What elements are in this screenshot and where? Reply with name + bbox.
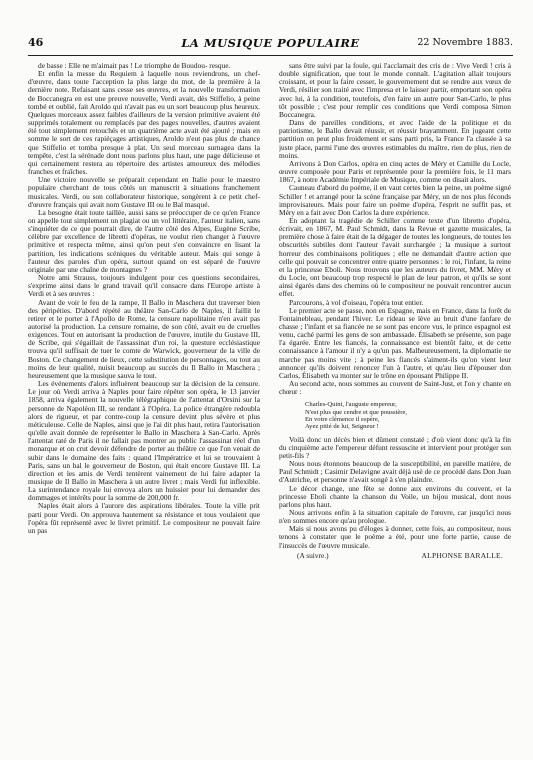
- paragraph: Nous arrivons enfin à la situation capitale de l'œuvre, car jusqu'ici nous n'en sommes encore qu'au prologue.: [279, 508, 511, 526]
- page-number: 46: [28, 36, 44, 49]
- paragraph: sans être suivi par la foule, qui l'acclamait des cris de : Vive Verdi ! cris à double signification, que tout le monde connaît. L'agitation allait toujours croissant, et pour la faire cesser, le gouvernement dut se rendre aux vœux de Verdi, résilier son traité avec l'impresa et le laisser partir, emportant son opéra avec lui, à la condition, toutefois, d'en faire un autre pour San-Carlo, le plus tôt possible ; c'est pour remplir ces conditions que Verdi composa Simon Boccanegra.: [279, 62, 511, 119]
- paragraph: Parcourons, à vol d'oiseau, l'opéra tout entier.: [289, 297, 424, 307]
- paragraph: Dans de pareilles conditions, et avec l'aide de la politique et du patriotisme, le Ballo devait réussir, et réussir brayamment. En jugeant cette partition on peut plus froidement et sans parti pris, la France l'a classée à sa juste place, parmi l'une des œuvres estimables du maître, rien de plus, rien de moins.: [279, 118, 511, 160]
- paragraph: Notre ami Strauss, toujours indulgent pour ces questions secondaires, s'exprime ainsi dans le grand travail qu'il consacre dans l'Europe artiste à Verdi et à ses œuvres :: [28, 273, 260, 299]
- verse-line: N'est plus que cendre et que poussière,: [305, 408, 408, 416]
- paragraph: Nous nous étonnons beaucoup de la susceptibilité, en pareille matière, de Paul Schmidt ; Casimir Delavigne avait déjà usé de ce procédé dans Don Juan d'Autriche, et personne n'avait songé à s'en plaindre.: [279, 459, 511, 485]
- paragraph: En adoptant la tragédie de Schiller comme texte d'un libretto d'opéra, écrivait, en 1867, M. Paul Schmidt, dans la Revue et gazette musicales, la première chose à faire était de la dégager de toutes les longueurs, de toutes les obscurités subtiles dont l'auteur l'avait surchargée ; la musique a surtout horreur des combinaisons politiques ; elle ne demandait d'autre action que celle qui pouvait se concentrer entre quatre personnes : le roi, l'infant, la reine et la princesse Eboli. Nous trouvons que les auteurs du livret, MM. Méry et du Locle, ont beaucoup trop respecté le plan de leur patron, et qu'ils se sont ainsi égarés dans des chemins où le compositeur ne pouvait rencontrer aucun effet.: [279, 215, 511, 299]
- paragraph: La besogne était toute taillée, aussi sans se préoccuper de ce qu'en France on appelle tout simplement un plagiat ou un vol littéraire, l'auteur italien, sans s'inquiéter de ce que pourrait dire, de l'autre côté des Alpes, Eugène Scribe, célèbre par excellence de libretti d'opéras, ne voulut rien changer à l'œuvre primitive et respecta même, ainsi qu'on peut s'en convaincre en lisant la partition, les indications scéniques du véritable auteur. Mais qui songe à l'auteur des paroles d'un opéra, surtout quand on est séparé de l'œuvre originale par une chaîne de montagnes ?: [28, 207, 260, 274]
- paragraph: Avant de voir le feu de la rampe, Il Ballo in Maschera dut traverser bien des péripéties. D'abord répété au théâtre San-Carlo de Naples, il faillit le retirer et le porter à l'Apollo de Rome, la censure napolitaine n'en avait pas autorisé la production. La censure romaine, de son côté, avait eu de cruelles exigences. Tout en autorisant la production de l'œuvre, inutile du Gustave III, de Scribe, qui s'égaillait de l'assassinat d'un roi, la questure ecclésiastique trouva qu'il suffisait de tuer le comte de Warwick, gouverneur de la ville de Boston. Ce changement de lieux, cette substitution de personnages, ou tout au moins de leur qualité, nuisit beaucoup au succès du Il Ballo in Maschera ; heureusement que la musique sauva le tout.: [28, 297, 260, 380]
- paragraph: Au second acte, nous sommes au couvent de Saint-Just, et l'on y chante en chœur :: [279, 379, 511, 397]
- paragraph: Arrivons à Don Carlos, opéra en cinq actes de Méry et Camille du Locle, œuvre composée pour Paris et représentée pour la première fois, le 11 mars 1867, à notre Académie Impériale de Musique, comme on disait alors.: [279, 158, 511, 185]
- paragraph: Les événements d'alors influèrent beaucoup sur la décision de la censure. Le jour où Verdi arriva à Naples pour faire répéter son opéra, le 13 janvier 1858, arriva également la nouvelle télégraphique de l'attentat d'Orsini sur la personne de Napoléon III, se rendant à l'Opéra. La police étrangère redoubla alors de rigueur, et par contre-coup la censure devint plus sévère et plus méticuleuse. Celle de Naples, ainsi que je l'ai dit plus haut, retira l'autorisation qu'elle avait donnée de représenter le Ballo in Maschera à San-Carlo. Après l'attentat raté de Paris il ne fallait pas montrer au public l'assassinat réel d'un monarque et on crut devoir défendre de porter au théâtre ce que l'on venait de subir dans le domaine des faits : quand l'Impératrice et lui se trouvaient à Paris, sans un bal le gouverneur de Boston, qui était encore Gustave III. La direction et les amis de Verdi tentèrent vainement de lui faire adapter la musique de Il Ballo in Maschera à un autre livret ; mais Verdi fut inflexible. La surintendance royale lui envoya alors un huissier pour lui demander des dommages et intérêts pour la somme de 200,000 fr.: [28, 379, 260, 503]
- author-name: ALPHONSE BARALLE.: [421, 550, 503, 560]
- verse-line: Charles-Quint, l'auguste empereur,: [305, 401, 397, 409]
- left-column: [28, 62, 260, 752]
- journal-title: LA MUSIQUE POPULAIRE: [181, 36, 360, 50]
- right-column: [279, 62, 511, 752]
- paragraph: Une victoire nouvelle se préparait cependant en Italie pour le maestro populaire cherchant de tous côtés un manuscrit à situations franchement musicales. Verdi, ou son collaborateur historique, songèrent à ce petit chef-d'œuvre français qui avait nom Gustave III ou le Bal masqué.: [28, 175, 260, 209]
- page-header: [28, 36, 513, 52]
- article-signature: [279, 552, 511, 560]
- paragraph: de basse : Elle ne m'aimait pas ! Le triomphe de Boudou- resque.: [38, 62, 231, 70]
- verse-line: En votre clémence il espère,: [305, 416, 380, 423]
- to-be-continued-note: (A suivre.): [297, 550, 329, 560]
- issue-date: 22 Novembre 1883.: [417, 37, 513, 48]
- paragraph: Le premier acte se passe, non en Espagne, mais en France, dans la forêt de Fontainebleau, pendant l'hiver. Le rideau se lève au bruit d'une fanfare de chasse ; l'infant et sa fiancée ne se sont pas encore vus, le prince espagnol est venu, caché parmi les gens de son ambassade. Élisabeth se présente, son page l'a égarée. Entre les fiancés, la connaissance est bientôt faite, et de cette connaissance à l'amour il n'y a qu'un pas. Malheureusement, la diplomatie ne marche pas moins vite ; à peine les fiancés s'aiment-ils qu'on vient leur annoncer qu'ils doivent renoncer l'un à l'autre, et qu'au lieu d'épouser don Carlos, Élisabeth va monter sur le trône en épousant Philippe II.: [279, 305, 511, 380]
- paragraph: Voilà donc un décès bien et dûment constaté ; d'où vient donc qu'à la fin du cinquième acte l'empereur défunt ressuscite et intervient pour protéger son petit-fils ?: [279, 434, 511, 460]
- paragraph: Mais si nous avons pu d'éloges à donner, cette fois, au compositeur, nous tenons à constater que le poème a été, pour une forte partie, cause de l'insuccès de l'œuvre musicale.: [279, 524, 511, 550]
- header-rule: [28, 55, 513, 56]
- paragraph: Le décor change, une fête se donne aux environs du couvent, et la princesse Eboli chante la chanson du Voile, un bijou musical, dont nous parlons plus haut.: [279, 483, 511, 509]
- paragraph: Et enfin la messe du Requiem à laquelle nous reviendrons, un chef-d'œuvre, dans toute l'acception la plus large du mot, de la première à la dernière note. Refaisant sans cesse ses œuvres, et la nouvelle transformation de Boccanegra en est une preuve nouvelle, Verdi avait, dès Stiffelio, à peine tombé et oublié, fait Aroldo qui n'avait pas eu un sort beaucoup plus heureux. Quelques morceaux assez faibles d'ailleurs de la version primitive avaient été supprimés totalement ou remplacés par des pages nouvelles, d'autres avaient été tout simplement retouchés et un quatrième acte avait été ajouté ; mais en somme le sort de ces rapiéçages artistiques, Aroldo n'eut pas plus de chance que Stiffelio et tomba presque à plat. Un seul morceau surnagea dans la tempête, c'est la sérénade dont nous parlons plus haut, une page délicieuse et qui certainement restera au répertoire des artistes amoureux des mélodies franches et fraîches.: [28, 69, 260, 177]
- paragraph: Naples était alors à l'aurore des aspirations libérales. Toute la ville prit parti pour Verdi. On approuva hautement sa résistance et tous voulaient que l'opéra fût représenté avec le livret primitif. Le compositeur ne pouvait faire un pas: [28, 501, 260, 535]
- chorus-verse: [305, 401, 511, 430]
- paragraph: Cauneau d'abord du poème, il en vaut certes bien la peine, un poème signé Schiller ! et arrangé pour la scène française par Méry, un de nos plus féconds improvisateurs. Mais pour faire un poème d'opéra, l'esprit ne suffit pas, et Méry en a fait avec Don Carlos la dure expérience.: [279, 183, 511, 217]
- verse-line: Ayez pitié de lui, Seigneur !: [305, 423, 379, 431]
